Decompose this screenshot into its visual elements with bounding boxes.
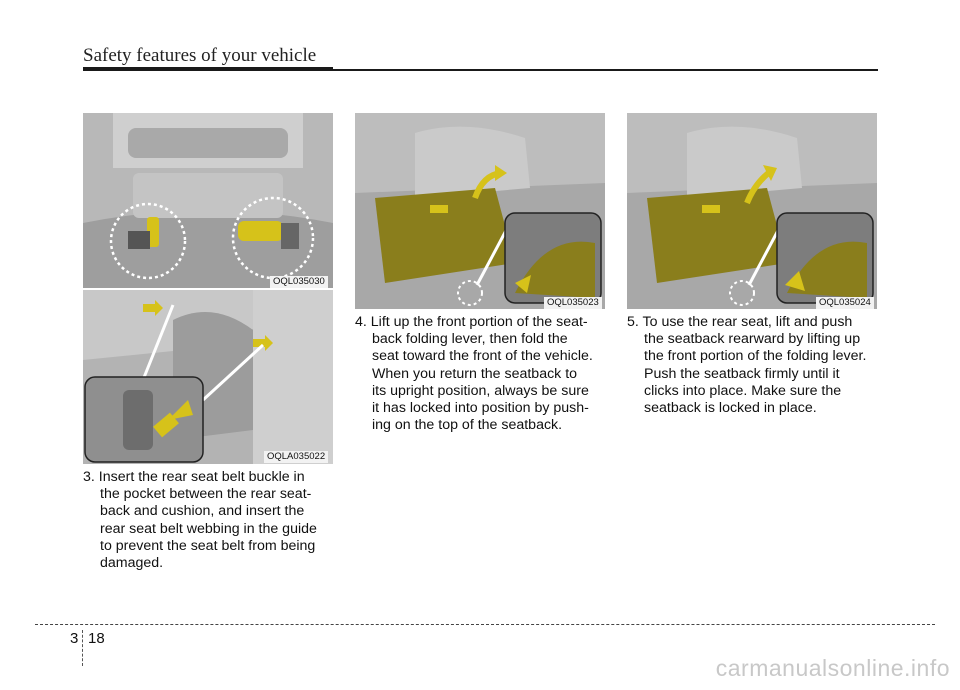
step-4-line: 4. Lift up the front portion of the seat- xyxy=(355,314,588,330)
step-4-line: it has locked into position by push- xyxy=(372,400,589,417)
return-seatback-illustration xyxy=(627,113,877,309)
header-rule-thin xyxy=(333,69,878,71)
figure-seat-belt-buckles xyxy=(83,113,333,288)
figure-code-oql035023: OQL035023 xyxy=(544,297,602,309)
step-3-line: rear seat belt webbing in the guide xyxy=(100,520,317,537)
figure-code-oql035024: OQL035024 xyxy=(816,297,874,309)
step-5-line: clicks into place. Make sure the xyxy=(644,382,842,399)
figure-return-seatback xyxy=(627,113,877,309)
step-3-line: the pocket between the rear seat- xyxy=(100,486,312,503)
step-3-text xyxy=(83,469,317,572)
buckles-illustration xyxy=(83,113,333,288)
figure-code-oql035030: OQL035030 xyxy=(270,276,328,288)
footer-divider xyxy=(35,624,935,625)
page-number: 18 xyxy=(88,630,105,647)
step-3-line: to prevent the seat belt from being xyxy=(100,537,316,554)
step-5-line: 5. To use the rear seat, lift and push xyxy=(627,314,853,330)
step-3-line: 3. Insert the rear seat belt buckle in xyxy=(83,469,305,485)
figure-fold-seatback xyxy=(355,113,605,309)
chapter-number: 3 xyxy=(70,630,79,647)
step-3-line: back and cushion, and insert the xyxy=(100,503,305,520)
fold-seatback-illustration xyxy=(355,113,605,309)
step-4-text xyxy=(355,314,593,434)
step-5-line: seatback is locked in place. xyxy=(644,400,817,417)
figure-code-oqla035022: OQLA035022 xyxy=(264,451,328,463)
watermark: carmanualsonline.info xyxy=(715,655,950,681)
step-4-line: ing on the top of the seatback. xyxy=(372,417,563,434)
step-4-line: seat toward the front of the vehicle. xyxy=(372,348,593,365)
step-3-line: damaged. xyxy=(100,555,164,572)
step-4-line: its upright position, always be sure xyxy=(372,382,589,399)
step-5-line: Push the seatback firmly until it xyxy=(644,365,840,382)
step-4-line: When you return the seatback to xyxy=(372,365,578,382)
step-4-line: back folding lever, then fold the xyxy=(372,331,568,348)
webbing-guide-illustration xyxy=(83,290,333,464)
section-title: Safety features of your vehicle xyxy=(83,45,317,66)
figure-webbing-guide xyxy=(83,290,333,464)
header-rule-thick xyxy=(83,67,333,71)
page-number-divider xyxy=(82,630,83,666)
step-5-text xyxy=(627,314,866,417)
step-5-line: the seatback rearward by lifting up xyxy=(644,331,861,348)
step-5-line: the front portion of the folding lever. xyxy=(644,348,867,365)
